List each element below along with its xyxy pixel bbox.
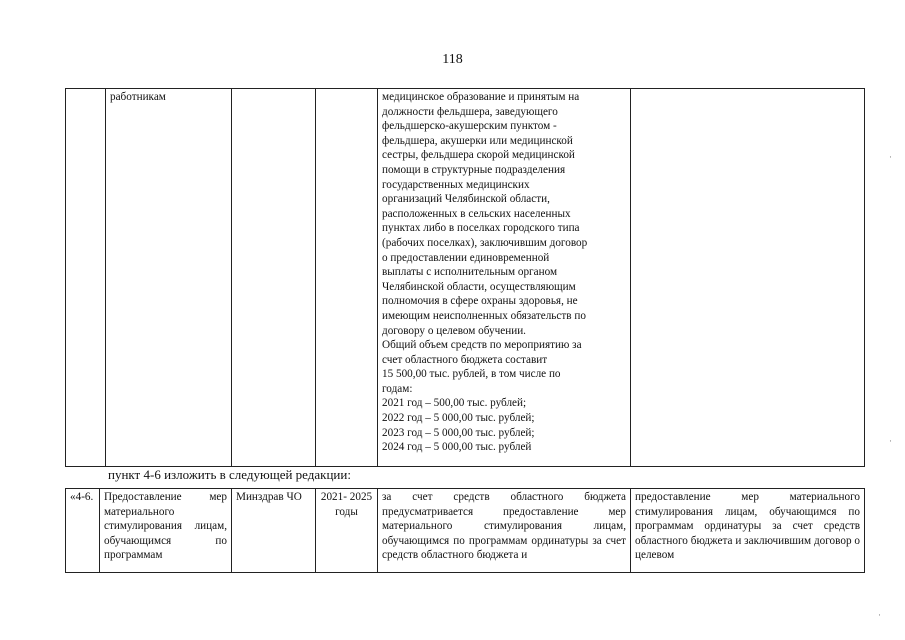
cell-period: 2021- 2025 годы [316, 489, 378, 573]
page-number: 118 [442, 52, 463, 67]
description-line: должности фельдшера, заведующего [382, 105, 558, 118]
cell-result [631, 89, 865, 467]
table-bottom [65, 488, 865, 573]
description-line: Челябинской области, осуществляющим [382, 280, 576, 293]
description-line: (рабочих поселках), заключившим договор [382, 236, 588, 249]
table-row [66, 89, 865, 467]
description-line: договору о целевом обучении. [382, 324, 526, 337]
description-line: фельдшерско-акушерским пунктом - [382, 120, 557, 133]
cell-executor [232, 89, 316, 467]
scan-speck: · [889, 152, 892, 162]
description-line: имеющим неисполненных обязательств по [382, 309, 586, 322]
description-line: пунктах либо в поселках городского типа [382, 222, 580, 235]
description-line: помощи в структурные подразделения [382, 163, 566, 176]
cell-result: предоставление мер материального стимулирования лицам, обучающимся по программам ординатуры за счет средств областного бюджета и заключившим договор о целевом [631, 489, 865, 573]
description-line: медицинское образование и принятым на [382, 91, 580, 103]
description-line: 2021 год – 500,00 тыс. рублей; [382, 397, 527, 410]
cell-executor: Минздрав ЧО [232, 489, 316, 573]
cell-period [316, 89, 378, 467]
scan-speck: · [878, 610, 881, 620]
description-line: выплаты с исполнительным органом [382, 266, 558, 279]
amendment-note: пункт 4-6 изложить в следующей редакции: [108, 467, 351, 482]
description-line: 2024 год – 5 000,00 тыс. рублей [382, 441, 532, 454]
cell-name: Предоставление мер материального стимулирования лицам, обучающимся по программам [100, 489, 232, 573]
description-line: 2022 год – 5 000,00 тыс. рублей; [382, 412, 535, 425]
table-row [66, 489, 865, 573]
cell-description [378, 89, 631, 467]
scan-speck: · [889, 436, 892, 446]
description-line: годам: [382, 382, 413, 395]
cell-number: «4-6. [66, 489, 100, 573]
cell-description: за счет средств областного бюджета предусматривается предоставление мер материального стимулирования лицам, обучающимся по программам ординатуры за счет средств областного бюджета и [378, 489, 631, 573]
description-line: о предоставлении единовременной [382, 251, 550, 264]
description-line: 15 500,00 тыс. рублей, в том числе по [382, 368, 561, 381]
description-line: расположенных в сельских населенных [382, 207, 571, 220]
description-line: полномочия в сфере охраны здоровья, не [382, 295, 578, 308]
description-line: фельдшера, акушерки или медицинской [382, 134, 573, 147]
description-line: государственных медицинских [382, 178, 530, 191]
description-line: 2023 год – 5 000,00 тыс. рублей; [382, 426, 535, 439]
description-line: организаций Челябинской области, [382, 193, 550, 206]
table-top [65, 88, 865, 467]
cell-name: работникам [106, 89, 232, 467]
cell-number [66, 89, 106, 467]
description-line: Общий объем средств по мероприятию за [382, 339, 582, 352]
description-line: счет областного бюджета составит [382, 353, 548, 366]
description-line: сестры, фельдшера скорой медицинской [382, 149, 575, 162]
